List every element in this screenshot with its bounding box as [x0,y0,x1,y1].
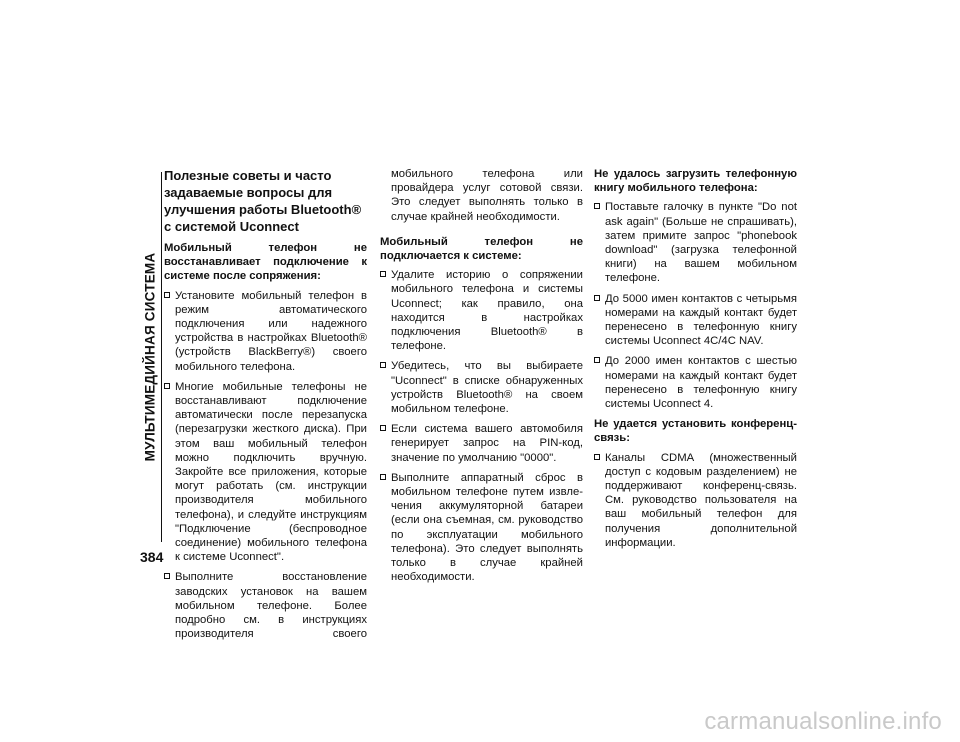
list-item: Выполните аппаратный сброс в мобильном телефоне путем извлечения аккумуляторной батареи (если она съемная, см. руководство по эксплуатации мобильного телефона). Это следует выполнять только в случае крайней необходимости. [380,471,583,585]
list-item: Каналы CDMA (множественный доступ с кодовым разделением) не поддерживают конференц-связь. См. руководство пользователя на ваш мобильный телефон для получения дополнительной информации. [594,451,797,550]
continued-paragraph: мобильного телефона или провайдера услуг сотовой связи. Это следует выполнять только в случае крайней необходимости. [391,168,583,223]
text-column-3 [594,167,797,556]
section-side-tab [140,172,160,542]
side-rule-divider [161,172,162,542]
watermark-text: carmanualsonline.info [704,708,942,735]
subheading-reconnect: Мобильный телефон не восстанавливает подключение к системе после сопряжения: [164,242,367,283]
subheading-phonebook: Не удалось загрузить телефонную книгу мобильного телефона: [594,168,797,195]
page-number: 384 [140,549,164,565]
square-bullet-icon [380,474,386,480]
square-bullet-icon [594,203,600,209]
list-item: Выполните восстановление заводских установок на вашем мобильном телефоне. Более подробно см. в инструкциях производителя своего [164,570,367,641]
square-bullet-icon [164,383,170,389]
list-item: До 5000 имен контактов с четырьмя номерами на каждый контакт будет перенесено в телефонную книгу системы Uconnect 4C/4C NAV. [594,292,797,349]
text-column-2 [380,167,583,590]
square-bullet-icon [164,292,170,298]
square-bullet-icon [594,357,600,363]
text-column-1 [164,167,367,647]
list-item: Поставьте галочку в пункте "Do not ask again" (Больше не спрашивать), затем примите запрос "phonebook download" (загрузка телефонной книги) на вашем мобильном телефоне. [594,200,797,285]
list-item: Убедитесь, что вы выбираете "Uconnect" в списке обнаруженных устройств Bluetooth® на своем мобильном телефоне. [380,359,583,416]
list-item: Удалите историю о сопряжении мобильного телефона и системы Uconnect; как правило, она находится в настройках подключения Bluetooth® в телефоне. [380,268,583,353]
square-bullet-icon [380,362,386,368]
section-title: Полезные советы и часто задаваемые вопросы для улучшения работы Bluetooth® с системой Uconnect [164,168,362,234]
subheading-conference: Не удается установить конференц-связь: [594,418,797,445]
list-item: Установите мобильный телефон в режим автоматического подключения или надежного устройства в настройках Bluetooth® (устройств BlackBerry®) своего мобильного телефона. [164,289,367,374]
square-bullet-icon [380,425,386,431]
list-item: Многие мобильные телефоны не восстанавливают подключение автоматически после перезапуска (перезагрузки жесткого диска). При этом ваш мобильный телефон можно подключить вручную. Закройте все приложения, которые могут работать (см. инструкции производителя мобильного телефона), и следуйте инструкциям "Подключение (беспроводное соединение) мобильного телефона к системе Uconnect". [164,380,367,565]
square-bullet-icon [380,271,386,277]
subheading-no-connect: Мобильный телефон не подключается к системе: [380,235,583,263]
square-bullet-icon [594,295,600,301]
list-item: До 2000 имен контактов с шестью номерами на каждый контакт будет перенесено в телефонную книгу системы Uconnect 4. [594,354,797,411]
square-bullet-icon [164,573,170,579]
square-bullet-icon [594,454,600,460]
list-item: Если система вашего автомобиля генерирует запрос на PIN-код, значение по умолчанию "0000". [380,422,583,465]
section-side-tab-label: МУЛЬТИМЕДИЙНАЯ СИСТЕМА [142,252,158,462]
